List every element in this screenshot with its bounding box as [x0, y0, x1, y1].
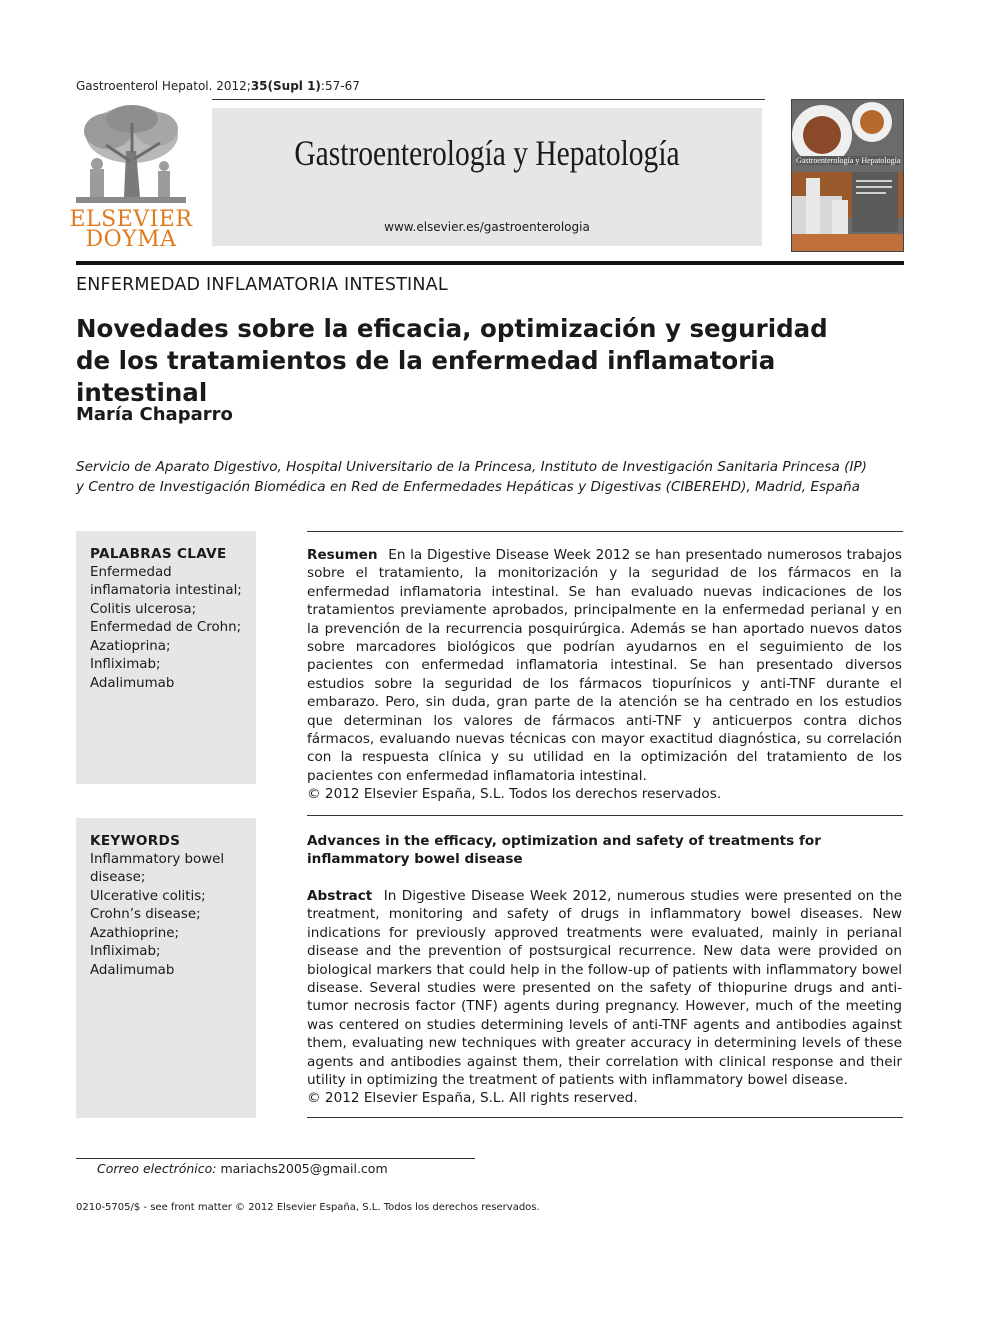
- header-top-rule: [212, 99, 765, 100]
- keyword-item: Colitis ulcerosa;: [90, 601, 197, 617]
- keywords-en-box: [76, 818, 256, 1118]
- section-label: ENFERMEDAD INFLAMATORIA INTESTINAL: [76, 275, 448, 295]
- keyword-item: Enfermedad: [90, 564, 172, 580]
- author-affiliation: [76, 457, 916, 497]
- citation-pages: :57-67: [320, 79, 360, 93]
- keyword-item: Azathioprine;: [90, 925, 180, 941]
- keyword-item: Enfermedad de Crohn;: [90, 620, 242, 635]
- keyword-item: Adalimumab: [90, 675, 175, 691]
- citation-journal: Gastroenterol Hepatol. 2012;: [76, 79, 251, 93]
- article-title: [76, 313, 876, 409]
- author-name: María Chaparro: [76, 404, 233, 425]
- citation-line: [76, 79, 360, 93]
- keyword-item: Infliximab;: [90, 944, 161, 959]
- english-title: Advances in the efficacy, optimization and safety of treatments for inflammatory bowel disease: [307, 833, 821, 868]
- keywords-en-heading: KEYWORDS: [90, 833, 181, 849]
- keyword-item: Ulcerative colitis;: [90, 888, 206, 904]
- article-title-line1: Novedades sobre la eficacia, optimización y seguridad: [76, 314, 828, 343]
- email-label: Correo electrónico:: [97, 1161, 217, 1176]
- article-title-line2: de los tratamientos de la enfermedad inflamatoria intestinal: [76, 346, 776, 407]
- abstract-es: [307, 546, 902, 804]
- keyword-item: Adalimumab: [90, 962, 175, 978]
- abstract-en-copyright: © 2012 Elsevier España, S.L. All rights reserved.: [307, 1090, 638, 1107]
- keyword-item: inflamatoria intestinal;: [90, 583, 242, 598]
- abstract-es-top-rule: [307, 531, 903, 532]
- email-link[interactable]: mariachs2005@gmail.com: [220, 1161, 388, 1176]
- abstract-es-label: Resumen: [307, 547, 378, 563]
- keywords-es-box: [76, 531, 256, 784]
- abstract-es-text: En la Digestive Disease Week 2012 se han presentado numerosos trabajos sobre el tratamiento, la monitorización y la seguridad de los fármacos en la enfermedad inflamatoria intestinal. Se han evaluado nuevas indicaciones de los tratamientos previamente aprobados, principalmente en la enfermedad perianal y en la prevención de la recurrencia posquirúrgica. Además se han aportado nuevos datos sobre marcadores biológicos que podrían ayudarnos en el seguimiento de los pacientes con enfermedad inflamatoria intestinal. Se han presentado diversos estudios sobre la seguridad de los fármacos tiopurínicos y anti-TNF durante el embarazo. Pero, sin duda, gran parte de la atención se ha centrado en los estudios que determinan los valores de fármacos anti-TNF y anticuerpos contra dichos fármacos, evaluando nuevas técnicas con mayor exactitud diagnóstica, su correlación con la respuesta clínica y su utilidad en la optimización del tratamiento de los pacientes con enfermedad inflamatoria intestinal.: [307, 547, 902, 784]
- footnote-email: [97, 1161, 388, 1176]
- abstract-es-copyright: © 2012 Elsevier España, S.L. Todos los derechos reservados.: [307, 786, 722, 803]
- keyword-item: Inflammatory bowel: [90, 851, 225, 867]
- journal-banner: [212, 108, 762, 246]
- cover-art-icon: [792, 100, 903, 251]
- abstract-en: [307, 887, 902, 1108]
- abstract-en-bottom-rule: [307, 1117, 903, 1118]
- citation-volume: 35(Supl 1): [250, 79, 321, 93]
- keyword-item: Infliximab;: [90, 657, 161, 672]
- abstract-en-text: In Digestive Disease Week 2012, numerous studies were presented on the treatment, monitoring and safety of drugs in inflammatory bowel diseases. New indications for previously approved treatments were evaluated, mainly in perianal disease and the prevention of postsurgical recurrence. New data were provided on biological markers that could help in the follow-up of patients with inflammatory bowel disease. Several studies were presented on the safety of thiopurine drugs and anti-tumor necrosis factor (TNF) agents during pregnancy. However, much of the meeting was centered on studies determining levels of anti-TNF agents and antibodies against them, evaluating new techniques with greater accuracy in determining levels of these agents and antibodies against them, their correlation with clinical response and their utility in optimizing the treatment of patients with inflammatory bowel disease.: [307, 888, 902, 1089]
- cover-caption: Gastroenterología y Hepatología: [796, 156, 900, 165]
- publisher-imprint: DOYMA: [85, 227, 177, 252]
- affiliation-line2: y Centro de Investigación Biomédica en Red de Enfermedades Hepáticas y Digestivas (CIBEREHD), Madrid, España: [76, 479, 860, 495]
- journal-title: Gastroenterología y Hepatología: [294, 133, 680, 173]
- abstract-en-label: Abstract: [307, 888, 373, 904]
- publisher-logo: [66, 101, 196, 252]
- abstract-es-bottom-rule: [307, 815, 903, 816]
- keyword-item: Azatioprina;: [90, 638, 171, 654]
- front-matter-line: 0210-5705/$ - see front matter © 2012 Elsevier España, S.L. Todos los derechos reservados.: [76, 1202, 540, 1213]
- keyword-item: Crohn’s disease;: [90, 907, 201, 922]
- tree-icon: [66, 101, 196, 207]
- affiliation-line1: Servicio de Aparato Digestivo, Hospital Universitario de la Princesa, Instituto de Investigación Sanitaria Princesa (IP): [76, 459, 867, 475]
- footnote-rule: [76, 1158, 475, 1159]
- keyword-item: disease;: [90, 870, 146, 885]
- keywords-es-heading: PALABRAS CLAVE: [90, 546, 227, 562]
- journal-url[interactable]: www.elsevier.es/gastroenterologia: [384, 220, 590, 234]
- header-divider: [76, 261, 904, 265]
- journal-cover-thumbnail: [791, 99, 904, 252]
- publisher-name: ELSEVIER: [69, 207, 193, 232]
